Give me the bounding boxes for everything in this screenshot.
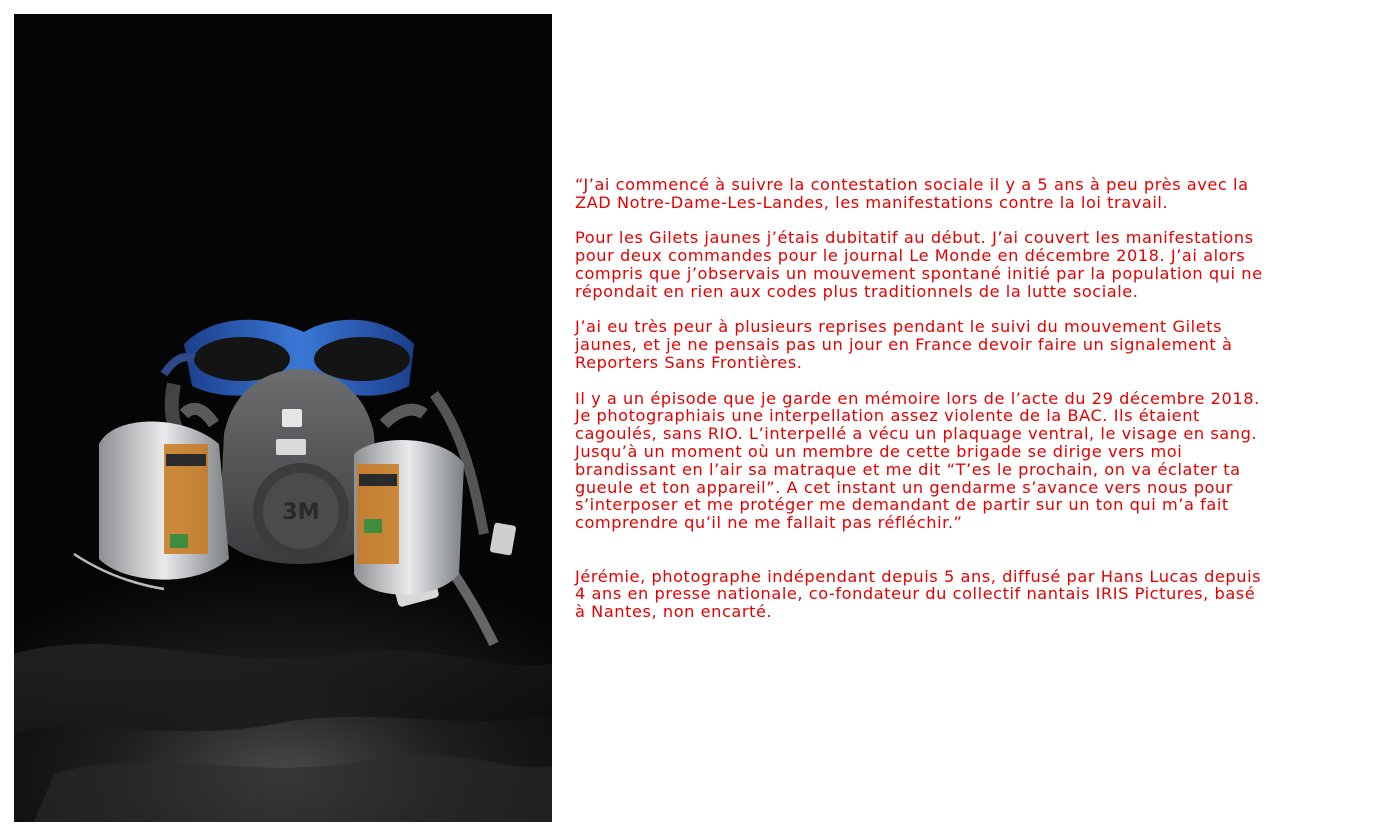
- mask-brand-mark: 3M: [282, 500, 320, 525]
- gas-mask-illustration: [14, 14, 552, 822]
- photographer-signature: Jérémie, photographe indépendant depuis 5 ans, diffusé par Hans Lucas depuis 4 ans en presse nationale, co-fondateur du collectif nantais IRIS Pictures, basé à Nantes, non encarté.: [575, 566, 1262, 622]
- quote-paragraph-2: Pour les Gilets jaunes j’étais dubitatif au début. J’ai couvert les manifestations pour deux commandes pour le journal Le Monde en décembre 2018. J’ai alors compris que j’observais un mouvement spontané initié par la population qui ne répondait en rien aux codes plus traditionnels de la lutte sociale.: [575, 228, 1263, 301]
- quote-paragraph-1: “J’ai commencé à suivre la contestation sociale il y a 5 ans à peu près avec la ZAD Notre-Dame-Les-Landes, les manifestations contre la loi travail.: [575, 175, 1249, 212]
- quote-paragraph-3: J’ai eu très peur à plusieurs reprises pendant le suivi du mouvement Gilets jaunes, et je ne pensais pas un jour en France devoir faire un signalement à Reporters Sans Frontières.: [575, 317, 1233, 372]
- testimony-text: [575, 176, 1365, 639]
- quote-paragraph-4: Il y a un épisode que je garde en mémoire lors de l’acte du 29 décembre 2018. Je photographiais une interpellation assez violente de la BAC. Ils étaient cagoulés, sans RIO. L’interpellé a vécu un plaquage ventral, le visage en sang. Jusqu’à un moment où un membre de cette brigade se dirige vers moi brandissant en l’air sa matraque et me dit “T’es le prochain, on va éclater ta gueule et ton appareil”. A cet instant un gendarme s’avance vers nous pour s’interposer et me protéger me demandant de partir sur un ton qui m’a fait comprendre qu’il ne me fallait pas réfléchir.”: [575, 388, 1260, 533]
- gas-mask-photo: [14, 14, 552, 822]
